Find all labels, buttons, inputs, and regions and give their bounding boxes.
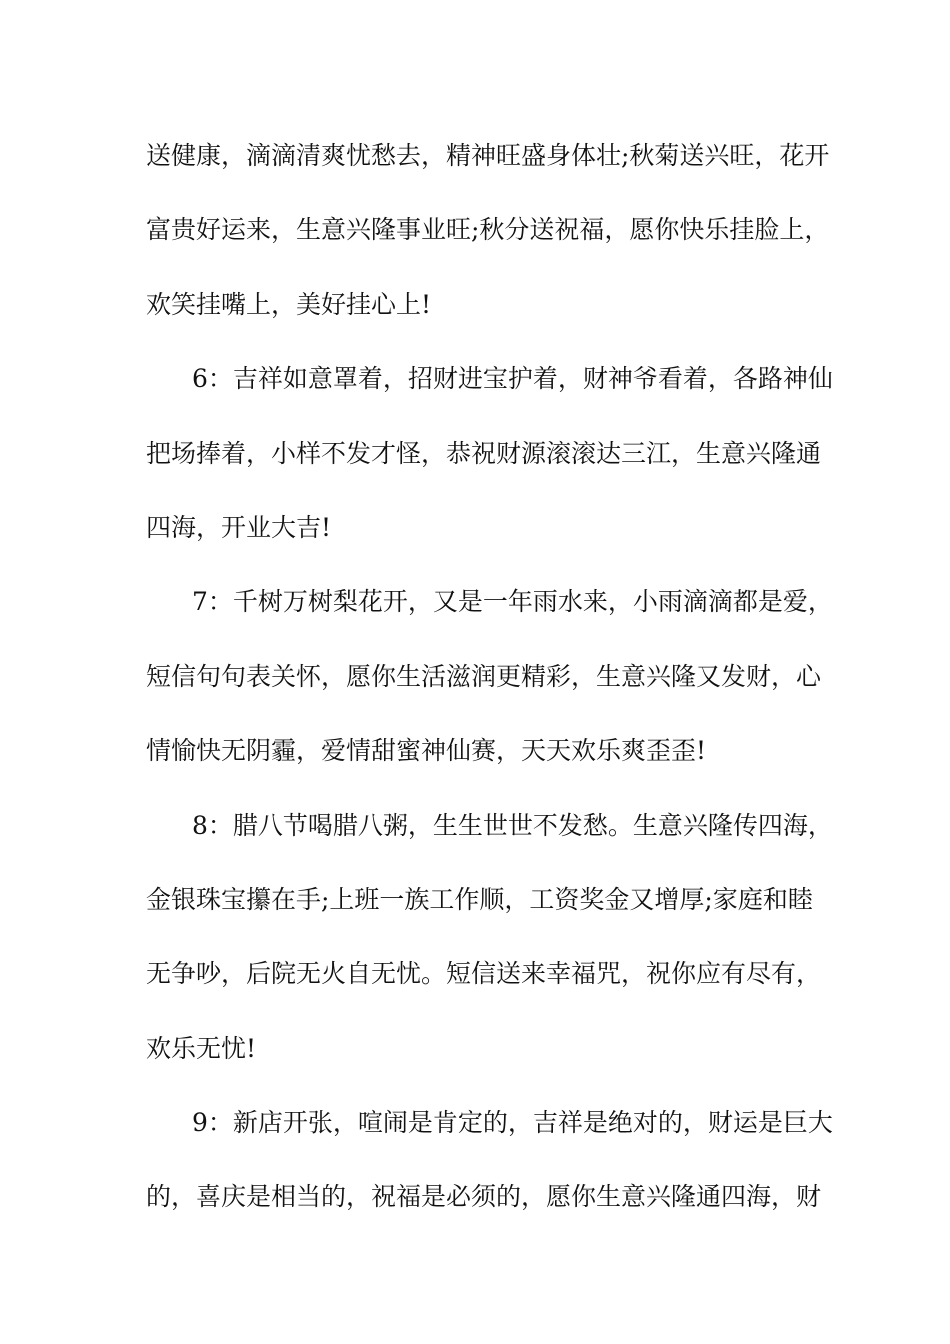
paragraph-item-8: [146, 796, 833, 1094]
text-line: 9：新店开张，喧闹是肯定的，吉祥是绝对的，财运是巨大: [192, 1108, 833, 1138]
text-line: 欢笑挂嘴上，美好挂心上!: [146, 289, 432, 319]
paragraph-item-6: [146, 349, 833, 572]
text-line: 7：千树万树梨花开，又是一年雨水来，小雨滴滴都是爱，: [192, 587, 833, 617]
paragraph-item-9: [146, 1093, 833, 1242]
paragraph-item-7: [146, 572, 833, 795]
text-line: 的，喜庆是相当的，祝福是必须的，愿你生意兴隆通四海，财: [146, 1182, 822, 1212]
document-body: [146, 126, 833, 1242]
text-line: 6：吉祥如意罩着，招财进宝护着，财神爷看着，各路神仙: [192, 364, 833, 394]
text-line: 8：腊八节喝腊八粥，生生世世不发愁。生意兴隆传四海，: [192, 810, 833, 840]
text-line: 把场捧着，小样不发才怪，恭祝财源滚滚达三江，生意兴隆通: [146, 438, 822, 468]
text-line: 情愉快无阴霾，爱情甜蜜神仙赛，天天欢乐爽歪歪!: [146, 736, 707, 766]
text-line: 无争吵，后院无火自无忧。短信送来幸福咒，祝你应有尽有，: [146, 959, 822, 989]
text-line: 送健康，滴滴清爽忧愁去，精神旺盛身体壮;秋菊送兴旺，花开: [146, 141, 830, 170]
text-line: 金银珠宝攥在手;上班一族工作顺，工资奖金又增厚;家庭和睦: [146, 884, 813, 914]
text-line: 四海，开业大吉!: [146, 512, 332, 542]
text-line: 短信句句表关怀，愿你生活滋润更精彩，生意兴隆又发财，心: [146, 661, 822, 691]
text-line: 富贵好运来，生意兴隆事业旺;秋分送祝福，愿你快乐挂脸上，: [146, 215, 830, 245]
text-line: 欢乐无忧!: [146, 1033, 257, 1063]
paragraph-continuation: [146, 126, 830, 349]
